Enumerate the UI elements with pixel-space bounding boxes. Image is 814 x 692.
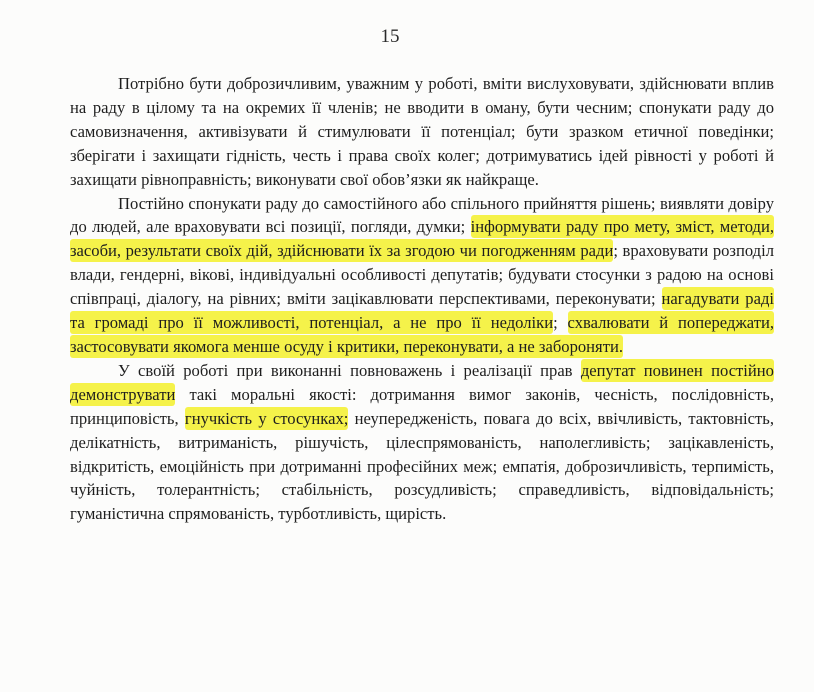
highlighted-text: гнучкість у стосунках;: [184, 408, 349, 428]
paragraph-3: [70, 359, 774, 526]
text-segment: Постійно спонукати раду до самостійного або спільного прийняття рішень; виявляти довіру до людей, але враховувати всі позиції, погляди, думки;: [70, 193, 774, 237]
text-segment: У своїй роботі при виконанні повноважень і реалізації прав: [118, 360, 581, 380]
paragraph-2: [70, 192, 774, 359]
text-segment: Потрібно бути доброзичливим, уважним у роботі, вміти вислуховувати, здійснювати вплив на раду в цілому та на окремих її членів; не вводити в оману, бути чесним; спонукати раду до самовизначення, активізувати й стимулювати її потенціал; бути зразком етичної поведінки; зберігати і захищати гідність, честь і права своїх колег; дотримуватись ідей рівності у роботі й захищати рівноправність; виконувати свої обов’язки як найкраще.: [70, 74, 774, 189]
text-segment: такі моральні якості: дотримання вимог законів, чесність, послідовність, принциповість,: [70, 384, 774, 428]
highlighted-text: схвалювати й попереджати, застосовувати якомога менше осуду і критики, переконувати, а не забороняти.: [70, 313, 775, 356]
text-segment: неупередженість, повага до всіх, ввічливість, тактовність, делікатність, витриманість, рішучість, цілеспрямованість, наполегливість; зацікавленість, відкритість, емоційність при дотриманні професійних меж; емпатія, доброзичливість, терпимість, чуйність, толерантність; стабільність, розсудливість; справедливість, відповідальність; гуманістична спрямованість, турботливість, щирість.: [70, 408, 774, 524]
highlighted-text: депутат повинен постійно демонструвати: [70, 360, 774, 404]
highlighted-text: нагадувати раді та громаді про її можливості, потенціал, а не про її недоліки: [70, 289, 775, 333]
page-number: 15: [380, 26, 400, 47]
highlighted-text: інформувати раду про мету, зміст, методи, засоби, результати своїх дій, здійснювати їх за згодою чи погодженням ради: [70, 217, 774, 261]
body-text: [70, 72, 774, 526]
text-segment: ; враховувати розподіл влади, гендерні, вікові, індивідуальні особливості депутатів; будувати стосунки з радою на основі співпраці, діалогу, на рівних; вміти зацікавлювати перспективами, переконувати;: [70, 241, 775, 309]
text-segment: ;: [553, 313, 568, 333]
paragraph-1: [70, 72, 774, 192]
